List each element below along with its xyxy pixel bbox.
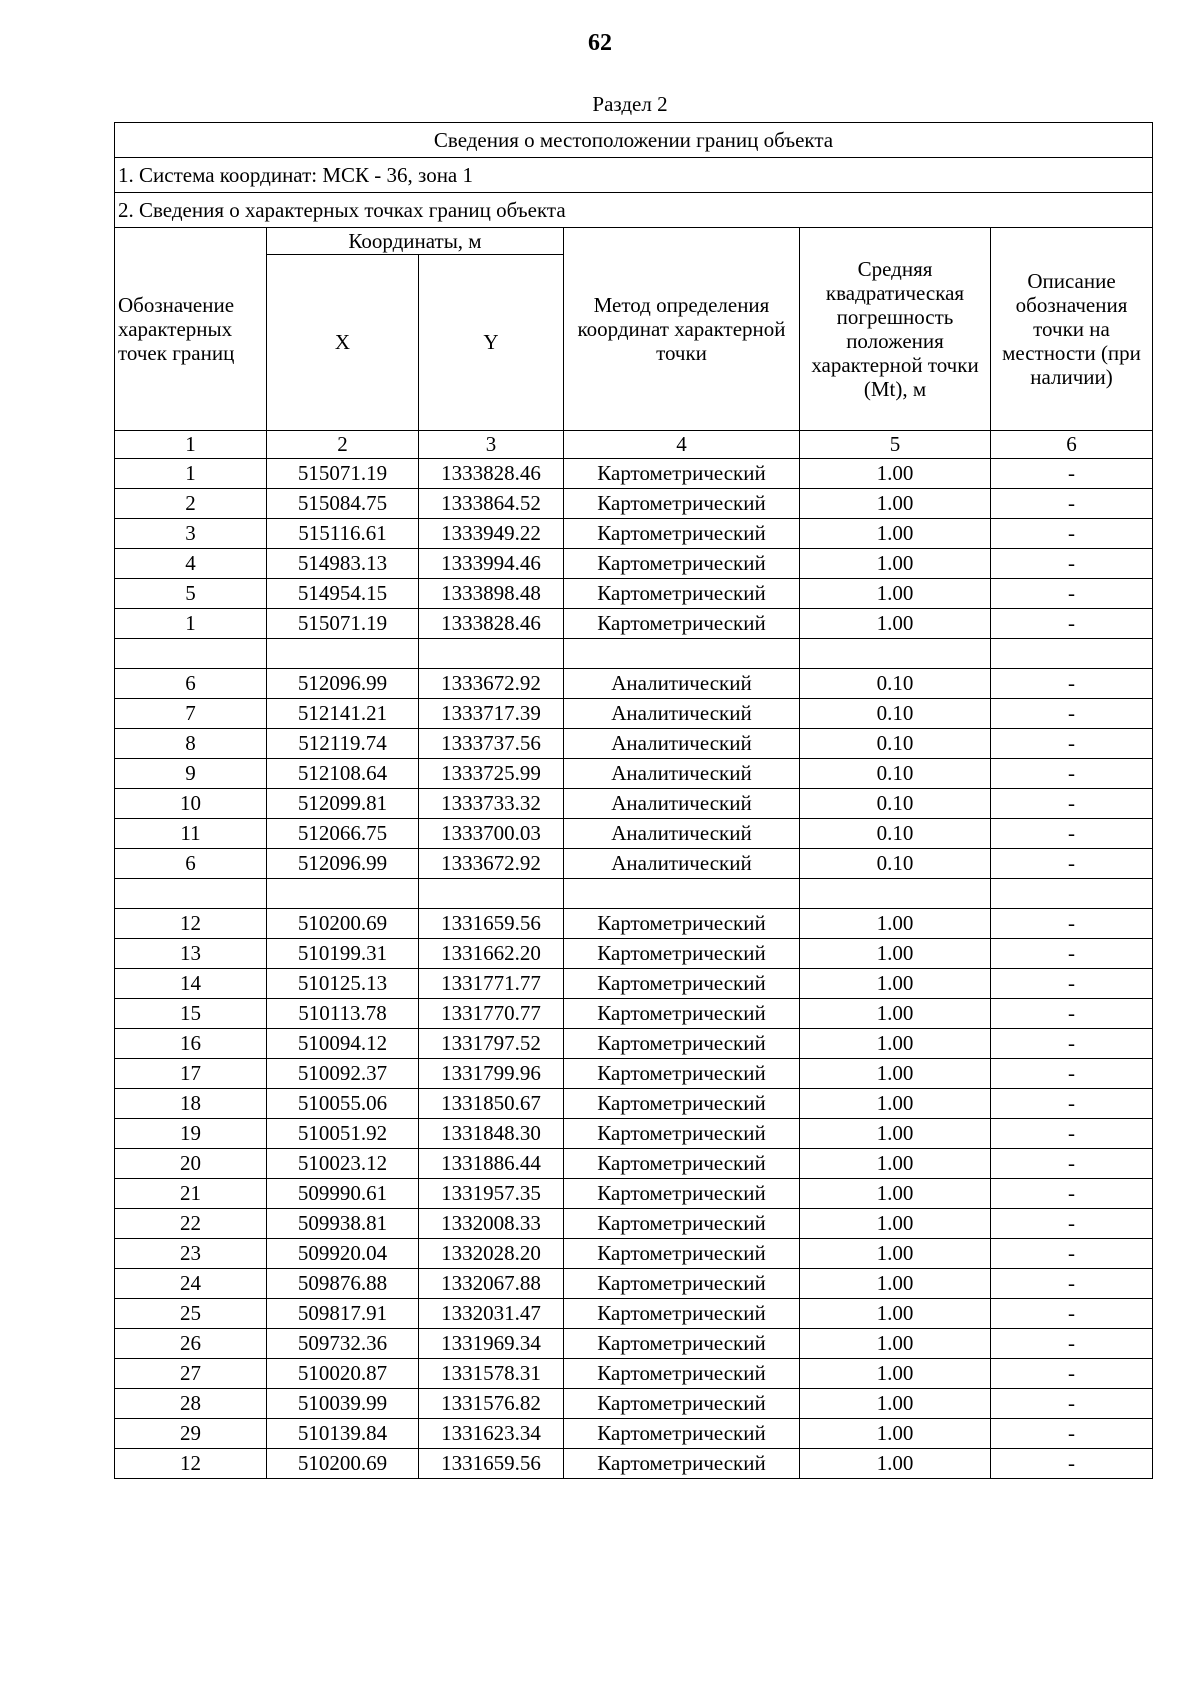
error-cell: 1.00	[800, 1449, 991, 1479]
error-cell: 1.00	[800, 579, 991, 609]
description-cell: -	[991, 819, 1153, 849]
y-coordinate-cell: 1333994.46	[419, 549, 564, 579]
point-number-cell: 8	[115, 729, 267, 759]
method-cell: Картометрический	[564, 1299, 800, 1329]
header-error: Средняя квадратическая погрешность положения характерной точки (Mt), м	[800, 228, 991, 431]
group-separator-row	[115, 879, 1153, 909]
point-number-cell: 22	[115, 1209, 267, 1239]
description-cell: -	[991, 1359, 1153, 1389]
x-coordinate-cell: 514983.13	[267, 549, 419, 579]
x-coordinate-cell: 512108.64	[267, 759, 419, 789]
table-row	[115, 699, 1153, 729]
point-number-cell: 15	[115, 999, 267, 1029]
x-coordinate-cell: 510051.92	[267, 1119, 419, 1149]
table-row	[115, 1449, 1153, 1479]
error-cell: 1.00	[800, 1089, 991, 1119]
error-cell: 1.00	[800, 909, 991, 939]
x-coordinate-cell: 515071.19	[267, 459, 419, 489]
method-cell: Картометрический	[564, 609, 800, 639]
column-number: 5	[800, 431, 991, 459]
error-cell: 0.10	[800, 759, 991, 789]
description-cell: -	[991, 549, 1153, 579]
table-row	[115, 729, 1153, 759]
header-x: X	[267, 255, 419, 431]
page-number: 62	[588, 30, 612, 56]
method-cell: Картометрический	[564, 519, 800, 549]
error-cell: 1.00	[800, 1209, 991, 1239]
table-row	[115, 1389, 1153, 1419]
header-method: Метод определения координат характерной точки	[564, 228, 800, 431]
description-cell: -	[991, 489, 1153, 519]
method-cell: Картометрический	[564, 459, 800, 489]
point-number-cell: 18	[115, 1089, 267, 1119]
error-cell: 1.00	[800, 1329, 991, 1359]
table-row	[115, 519, 1153, 549]
error-cell: 1.00	[800, 1359, 991, 1389]
y-coordinate-cell: 1333949.22	[419, 519, 564, 549]
error-cell: 1.00	[800, 1269, 991, 1299]
y-coordinate-cell: 1333828.46	[419, 459, 564, 489]
y-coordinate-cell: 1333733.32	[419, 789, 564, 819]
point-number-cell: 4	[115, 549, 267, 579]
method-cell: Картометрический	[564, 1119, 800, 1149]
point-number-cell: 7	[115, 699, 267, 729]
x-coordinate-cell: 515071.19	[267, 609, 419, 639]
description-cell: -	[991, 1389, 1153, 1419]
y-coordinate-cell: 1333725.99	[419, 759, 564, 789]
description-cell: -	[991, 969, 1153, 999]
description-cell: -	[991, 789, 1153, 819]
header-y: Y	[419, 255, 564, 431]
table-row	[115, 1329, 1153, 1359]
y-coordinate-cell: 1331623.34	[419, 1419, 564, 1449]
description-cell: -	[991, 1449, 1153, 1479]
error-cell: 1.00	[800, 489, 991, 519]
y-coordinate-cell: 1333700.03	[419, 819, 564, 849]
column-number: 1	[115, 431, 267, 459]
table-row	[115, 1269, 1153, 1299]
point-number-cell: 6	[115, 669, 267, 699]
description-cell: -	[991, 759, 1153, 789]
y-coordinate-cell: 1331659.56	[419, 1449, 564, 1479]
x-coordinate-cell: 509817.91	[267, 1299, 419, 1329]
description-cell: -	[991, 1119, 1153, 1149]
table-title: Сведения о местоположении границ объекта	[115, 123, 1153, 158]
y-coordinate-cell: 1331576.82	[419, 1389, 564, 1419]
error-cell: 1.00	[800, 459, 991, 489]
table-row	[115, 819, 1153, 849]
table-row	[115, 1149, 1153, 1179]
point-number-cell: 2	[115, 489, 267, 519]
description-cell: -	[991, 1089, 1153, 1119]
table-row	[115, 489, 1153, 519]
error-cell: 1.00	[800, 519, 991, 549]
description-cell: -	[991, 699, 1153, 729]
error-cell: 1.00	[800, 609, 991, 639]
table-row	[115, 669, 1153, 699]
group-separator-row	[115, 639, 1153, 669]
x-coordinate-cell: 512066.75	[267, 819, 419, 849]
table-row	[115, 909, 1153, 939]
column-number: 2	[267, 431, 419, 459]
empty-cell	[115, 879, 267, 909]
empty-cell	[267, 639, 419, 669]
empty-cell	[991, 639, 1153, 669]
method-cell: Аналитический	[564, 849, 800, 879]
table-row	[115, 1089, 1153, 1119]
x-coordinate-cell: 510200.69	[267, 909, 419, 939]
table-row	[115, 1059, 1153, 1089]
description-cell: -	[991, 849, 1153, 879]
description-cell: -	[991, 1239, 1153, 1269]
point-number-cell: 26	[115, 1329, 267, 1359]
method-cell: Аналитический	[564, 819, 800, 849]
description-cell: -	[991, 1299, 1153, 1329]
x-coordinate-cell: 512099.81	[267, 789, 419, 819]
method-cell: Картометрический	[564, 1239, 800, 1269]
x-coordinate-cell: 509732.36	[267, 1329, 419, 1359]
x-coordinate-cell: 509920.04	[267, 1239, 419, 1269]
point-number-cell: 27	[115, 1359, 267, 1389]
method-cell: Картометрический	[564, 1179, 800, 1209]
point-number-cell: 29	[115, 1419, 267, 1449]
method-cell: Картометрический	[564, 579, 800, 609]
point-number-cell: 3	[115, 519, 267, 549]
x-coordinate-cell: 510094.12	[267, 1029, 419, 1059]
description-cell: -	[991, 1029, 1153, 1059]
table-row	[115, 1359, 1153, 1389]
y-coordinate-cell: 1331850.67	[419, 1089, 564, 1119]
table-row	[115, 939, 1153, 969]
method-cell: Картометрический	[564, 939, 800, 969]
table-row	[115, 1419, 1153, 1449]
y-coordinate-cell: 1331886.44	[419, 1149, 564, 1179]
point-number-cell: 11	[115, 819, 267, 849]
points-heading-row: 2. Сведения о характерных точках границ объекта	[115, 193, 1153, 228]
header-coordinates: Координаты, м	[267, 228, 564, 255]
point-number-cell: 6	[115, 849, 267, 879]
error-cell: 1.00	[800, 1299, 991, 1329]
description-cell: -	[991, 1149, 1153, 1179]
point-number-cell: 12	[115, 1449, 267, 1479]
error-cell: 1.00	[800, 1149, 991, 1179]
empty-cell	[267, 879, 419, 909]
method-cell: Аналитический	[564, 789, 800, 819]
table-row	[115, 1119, 1153, 1149]
description-cell: -	[991, 1329, 1153, 1359]
method-cell: Картометрический	[564, 1389, 800, 1419]
table-row	[115, 969, 1153, 999]
header-point-designation: Обозначение характерных точек границ	[115, 228, 267, 431]
description-cell: -	[991, 939, 1153, 969]
method-cell: Картометрический	[564, 969, 800, 999]
error-cell: 1.00	[800, 1029, 991, 1059]
x-coordinate-cell: 510113.78	[267, 999, 419, 1029]
x-coordinate-cell: 510039.99	[267, 1389, 419, 1419]
point-number-cell: 9	[115, 759, 267, 789]
method-cell: Картометрический	[564, 489, 800, 519]
error-cell: 0.10	[800, 849, 991, 879]
y-coordinate-cell: 1331957.35	[419, 1179, 564, 1209]
column-number: 4	[564, 431, 800, 459]
empty-cell	[800, 879, 991, 909]
y-coordinate-cell: 1331662.20	[419, 939, 564, 969]
y-coordinate-cell: 1331848.30	[419, 1119, 564, 1149]
description-cell: -	[991, 1059, 1153, 1089]
table-row	[115, 579, 1153, 609]
y-coordinate-cell: 1333898.48	[419, 579, 564, 609]
section-label: Раздел 2	[592, 92, 668, 116]
empty-cell	[564, 879, 800, 909]
empty-cell	[115, 639, 267, 669]
description-cell: -	[991, 1269, 1153, 1299]
table-row	[115, 1179, 1153, 1209]
y-coordinate-cell: 1333828.46	[419, 609, 564, 639]
empty-cell	[419, 639, 564, 669]
table-row	[115, 849, 1153, 879]
error-cell: 1.00	[800, 1389, 991, 1419]
point-number-cell: 10	[115, 789, 267, 819]
y-coordinate-cell: 1332031.47	[419, 1299, 564, 1329]
method-cell: Картометрический	[564, 1419, 800, 1449]
error-cell: 0.10	[800, 789, 991, 819]
table-row	[115, 759, 1153, 789]
y-coordinate-cell: 1331799.96	[419, 1059, 564, 1089]
header-description: Описание обозначения точки на местности (при наличии)	[991, 228, 1153, 431]
point-number-cell: 28	[115, 1389, 267, 1419]
error-cell: 1.00	[800, 999, 991, 1029]
method-cell: Аналитический	[564, 669, 800, 699]
description-cell: -	[991, 729, 1153, 759]
x-coordinate-cell: 510092.37	[267, 1059, 419, 1089]
point-number-cell: 13	[115, 939, 267, 969]
point-number-cell: 25	[115, 1299, 267, 1329]
coordinate-system-row: 1. Система координат: МСК - 36, зона 1	[115, 158, 1153, 193]
error-cell: 1.00	[800, 969, 991, 999]
method-cell: Картометрический	[564, 1149, 800, 1179]
table-row	[115, 1209, 1153, 1239]
x-coordinate-cell: 510199.31	[267, 939, 419, 969]
y-coordinate-cell: 1332067.88	[419, 1269, 564, 1299]
point-number-cell: 17	[115, 1059, 267, 1089]
point-number-cell: 21	[115, 1179, 267, 1209]
y-coordinate-cell: 1332028.20	[419, 1239, 564, 1269]
x-coordinate-cell: 509990.61	[267, 1179, 419, 1209]
point-number-cell: 5	[115, 579, 267, 609]
x-coordinate-cell: 512119.74	[267, 729, 419, 759]
table-row	[115, 1029, 1153, 1059]
error-cell: 0.10	[800, 669, 991, 699]
boundary-points-table	[114, 122, 1153, 1479]
y-coordinate-cell: 1331969.34	[419, 1329, 564, 1359]
error-cell: 1.00	[800, 1419, 991, 1449]
y-coordinate-cell: 1333717.39	[419, 699, 564, 729]
method-cell: Картометрический	[564, 1329, 800, 1359]
table-row	[115, 609, 1153, 639]
table-row	[115, 1239, 1153, 1269]
table-row	[115, 549, 1153, 579]
x-coordinate-cell: 510023.12	[267, 1149, 419, 1179]
method-cell: Картометрический	[564, 1089, 800, 1119]
method-cell: Картометрический	[564, 1059, 800, 1089]
method-cell: Картометрический	[564, 549, 800, 579]
method-cell: Аналитический	[564, 729, 800, 759]
error-cell: 1.00	[800, 939, 991, 969]
x-coordinate-cell: 512141.21	[267, 699, 419, 729]
point-number-cell: 1	[115, 459, 267, 489]
error-cell: 0.10	[800, 819, 991, 849]
method-cell: Картометрический	[564, 909, 800, 939]
method-cell: Аналитический	[564, 759, 800, 789]
error-cell: 0.10	[800, 729, 991, 759]
x-coordinate-cell: 512096.99	[267, 669, 419, 699]
error-cell: 0.10	[800, 699, 991, 729]
point-number-cell: 16	[115, 1029, 267, 1059]
description-cell: -	[991, 519, 1153, 549]
table-row	[115, 459, 1153, 489]
description-cell: -	[991, 609, 1153, 639]
y-coordinate-cell: 1331771.77	[419, 969, 564, 999]
error-cell: 1.00	[800, 549, 991, 579]
description-cell: -	[991, 1419, 1153, 1449]
column-number: 3	[419, 431, 564, 459]
method-cell: Картометрический	[564, 1269, 800, 1299]
point-number-cell: 1	[115, 609, 267, 639]
empty-cell	[991, 879, 1153, 909]
description-cell: -	[991, 579, 1153, 609]
method-cell: Картометрический	[564, 1359, 800, 1389]
error-cell: 1.00	[800, 1059, 991, 1089]
column-number: 6	[991, 431, 1153, 459]
method-cell: Картометрический	[564, 1449, 800, 1479]
x-coordinate-cell: 510139.84	[267, 1419, 419, 1449]
point-number-cell: 14	[115, 969, 267, 999]
empty-cell	[800, 639, 991, 669]
error-cell: 1.00	[800, 1119, 991, 1149]
description-cell: -	[991, 1209, 1153, 1239]
x-coordinate-cell: 512096.99	[267, 849, 419, 879]
method-cell: Картометрический	[564, 1029, 800, 1059]
point-number-cell: 24	[115, 1269, 267, 1299]
description-cell: -	[991, 999, 1153, 1029]
x-coordinate-cell: 509876.88	[267, 1269, 419, 1299]
error-cell: 1.00	[800, 1179, 991, 1209]
y-coordinate-cell: 1332008.33	[419, 1209, 564, 1239]
x-coordinate-cell: 510055.06	[267, 1089, 419, 1119]
description-cell: -	[991, 909, 1153, 939]
point-number-cell: 20	[115, 1149, 267, 1179]
y-coordinate-cell: 1333672.92	[419, 849, 564, 879]
x-coordinate-cell: 510125.13	[267, 969, 419, 999]
y-coordinate-cell: 1331578.31	[419, 1359, 564, 1389]
x-coordinate-cell: 514954.15	[267, 579, 419, 609]
x-coordinate-cell: 510020.87	[267, 1359, 419, 1389]
method-cell: Аналитический	[564, 699, 800, 729]
y-coordinate-cell: 1331659.56	[419, 909, 564, 939]
empty-cell	[419, 879, 564, 909]
table-row	[115, 999, 1153, 1029]
point-number-cell: 19	[115, 1119, 267, 1149]
method-cell: Картометрический	[564, 999, 800, 1029]
x-coordinate-cell: 515116.61	[267, 519, 419, 549]
description-cell: -	[991, 459, 1153, 489]
empty-cell	[564, 639, 800, 669]
point-number-cell: 23	[115, 1239, 267, 1269]
method-cell: Картометрический	[564, 1209, 800, 1239]
y-coordinate-cell: 1331770.77	[419, 999, 564, 1029]
y-coordinate-cell: 1331797.52	[419, 1029, 564, 1059]
y-coordinate-cell: 1333864.52	[419, 489, 564, 519]
x-coordinate-cell: 509938.81	[267, 1209, 419, 1239]
description-cell: -	[991, 1179, 1153, 1209]
point-number-cell: 12	[115, 909, 267, 939]
y-coordinate-cell: 1333672.92	[419, 669, 564, 699]
x-coordinate-cell: 515084.75	[267, 489, 419, 519]
y-coordinate-cell: 1333737.56	[419, 729, 564, 759]
description-cell: -	[991, 669, 1153, 699]
x-coordinate-cell: 510200.69	[267, 1449, 419, 1479]
table-row	[115, 1299, 1153, 1329]
error-cell: 1.00	[800, 1239, 991, 1269]
table-row	[115, 789, 1153, 819]
